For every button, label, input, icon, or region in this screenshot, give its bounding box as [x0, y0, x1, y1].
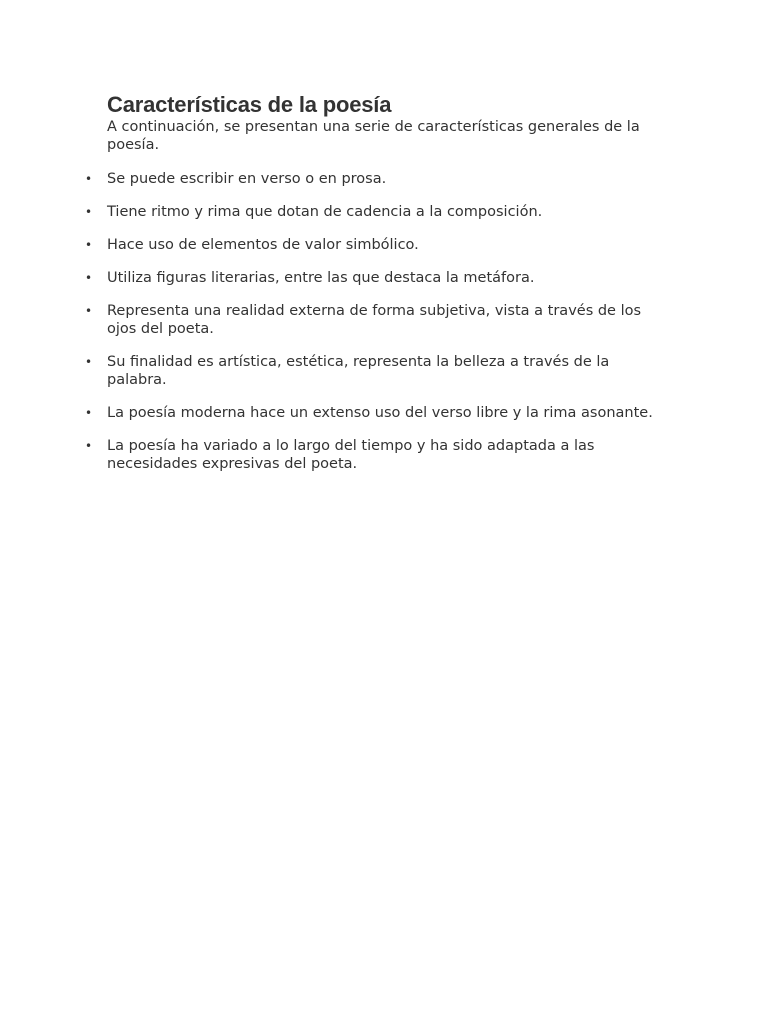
bullet-icon: •	[85, 304, 93, 318]
list-item-text: Utiliza figuras literarias, entre las que destaca la metáfora.	[107, 270, 535, 286]
bullet-icon: •	[85, 355, 93, 369]
list-item	[85, 170, 667, 188]
list-item-text: La poesía ha variado a lo largo del tiempo y ha sido adaptada a las necesidades expresivas del poeta.	[107, 438, 595, 472]
list-item-text: Representa una realidad externa de forma subjetiva, vista a través de los ojos del poeta.	[107, 303, 642, 337]
page-title: Características de la poesía	[107, 92, 392, 117]
list-item	[85, 269, 667, 287]
list-item-text: La poesía moderna hace un extenso uso del verso libre y la rima asonante.	[107, 405, 653, 421]
intro-paragraph: A continuación, se presentan una serie de características generales de la poesía.	[107, 119, 640, 153]
list-item	[85, 236, 667, 254]
list-item	[85, 203, 667, 221]
list-item	[85, 437, 667, 473]
bullet-icon: •	[85, 205, 93, 219]
list-item-text: Se puede escribir en verso o en prosa.	[107, 171, 387, 187]
list-item-text: Hace uso de elementos de valor simbólico.	[107, 237, 419, 253]
list-item	[85, 353, 667, 389]
list-item-text: Su finalidad es artística, estética, representa la belleza a través de la palabra.	[107, 354, 610, 388]
bullet-icon: •	[85, 238, 93, 252]
list-item-text: Tiene ritmo y rima que dotan de cadencia a la composición.	[107, 204, 543, 220]
bullet-icon: •	[85, 271, 93, 285]
document-page	[85, 92, 667, 488]
bullet-icon: •	[85, 406, 93, 420]
list-item	[85, 404, 667, 422]
list-item	[85, 302, 667, 338]
bullet-icon: •	[85, 172, 93, 186]
characteristics-list	[85, 170, 667, 473]
bullet-icon: •	[85, 439, 93, 453]
